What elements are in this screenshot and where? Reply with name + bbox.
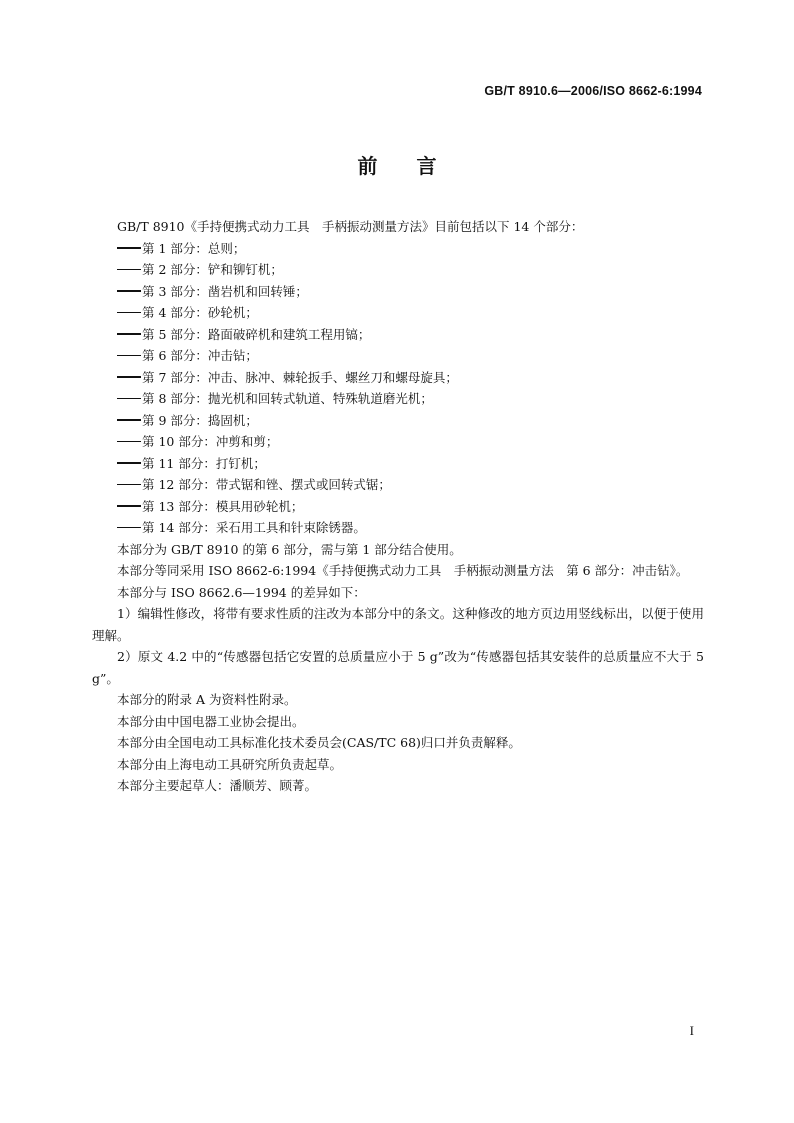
part-label: 第 5 部分：路面破碎机和建筑工程用镐； xyxy=(142,326,371,342)
part-list-item xyxy=(92,410,704,432)
part-label: 第 6 部分：冲击钻； xyxy=(142,348,258,363)
dash-mark xyxy=(117,290,141,292)
part-label: 第 3 部分：凿岩机和回转锤； xyxy=(142,283,308,299)
part-list-item xyxy=(92,517,704,539)
part-list-item xyxy=(92,474,704,496)
part-list-item xyxy=(92,496,704,518)
part-label: 第 4 部分：砂轮机； xyxy=(142,305,258,320)
dash-mark xyxy=(117,312,141,314)
dash-mark xyxy=(117,505,141,507)
part-list-item xyxy=(92,388,704,410)
body-paragraph: 本部分由中国电器工业协会提出。 xyxy=(117,713,305,729)
part-label: 第 2 部分：铲和铆钉机； xyxy=(142,262,283,277)
dash-mark xyxy=(117,333,141,335)
body-paragraph: 本部分由全国电动工具标准化技术委员会(CAS/TC 68)归口并负责解释。 xyxy=(117,735,521,750)
dash-mark xyxy=(117,269,141,271)
body-paragraph: 本部分的附录 A 为资料性附录。 xyxy=(117,692,297,707)
dash-mark xyxy=(117,527,141,529)
dash-mark xyxy=(117,398,141,400)
body-paragraph: 2）原文 4.2 中的“传感器包括它安置的总质量应小于 5 g”改为“传感器包括其安装件的总质量应不大于 5 g”。 xyxy=(92,649,704,686)
part-list-item xyxy=(92,431,704,453)
part-label: 第 7 部分：冲击、脉冲、棘轮扳手、螺丝刀和螺母旋具； xyxy=(142,369,458,385)
body-paragraph: 本部分与 ISO 8662.6—1994 的差异如下： xyxy=(117,584,366,600)
part-label: 第 11 部分：打钉机； xyxy=(142,455,266,471)
dash-mark xyxy=(117,484,141,486)
part-list-item xyxy=(92,345,704,367)
body-paragraph: 本部分主要起草人：潘顺芳、顾菁。 xyxy=(117,778,318,793)
part-label: 第 12 部分：带式锯和锉、摆式或回转式锯； xyxy=(142,477,391,492)
body-paragraph: 1）编辑性修改，将带有要求性质的注改为本部分中的条文。这种修改的地方页边用竖线标出，以便于使用理解。 xyxy=(92,606,704,643)
document-body xyxy=(92,216,704,797)
part-label: 第 14 部分：采石用工具和针束除锈器。 xyxy=(142,520,366,535)
dash-mark xyxy=(117,462,141,464)
body-paragraph: 本部分等同采用 ISO 8662-6:1994《手持便携式动力工具 手柄振动测量方法 第 6 部分：冲击钻》。 xyxy=(117,563,689,578)
dash-mark xyxy=(117,441,141,443)
dash-mark xyxy=(117,355,141,357)
dash-mark xyxy=(117,376,141,378)
dash-mark xyxy=(117,247,141,249)
part-label: 第 13 部分：模具用砂轮机； xyxy=(142,498,304,514)
body-paragraph: 本部分为 GB/T 8910 的第 6 部分，需与第 1 部分结合使用。 xyxy=(117,541,462,557)
page-title: 前 言 xyxy=(357,154,437,178)
part-list-item xyxy=(92,302,704,324)
page-number: I xyxy=(689,1023,694,1038)
standard-code-header: GB/T 8910.6—2006/ISO 8662-6:1994 xyxy=(484,84,702,98)
intro-paragraph: GB/T 8910《手持便携式动力工具 手柄振动测量方法》目前包括以下 14 个部分： xyxy=(117,219,584,234)
part-list-item xyxy=(92,281,704,303)
part-list-item xyxy=(92,324,704,346)
part-label: 第 10 部分：冲剪和剪； xyxy=(142,434,279,449)
part-label: 第 1 部分：总则； xyxy=(142,240,246,256)
part-list-item xyxy=(92,453,704,475)
part-list-item xyxy=(92,259,704,281)
part-list-item xyxy=(92,238,704,260)
dash-mark xyxy=(117,419,141,421)
part-list-item xyxy=(92,367,704,389)
body-paragraph: 本部分由上海电动工具研究所负责起草。 xyxy=(117,756,343,772)
part-label: 第 8 部分：抛光机和回转式轨道、特殊轨道磨光机； xyxy=(142,391,433,406)
part-label: 第 9 部分：捣固机； xyxy=(142,412,258,428)
